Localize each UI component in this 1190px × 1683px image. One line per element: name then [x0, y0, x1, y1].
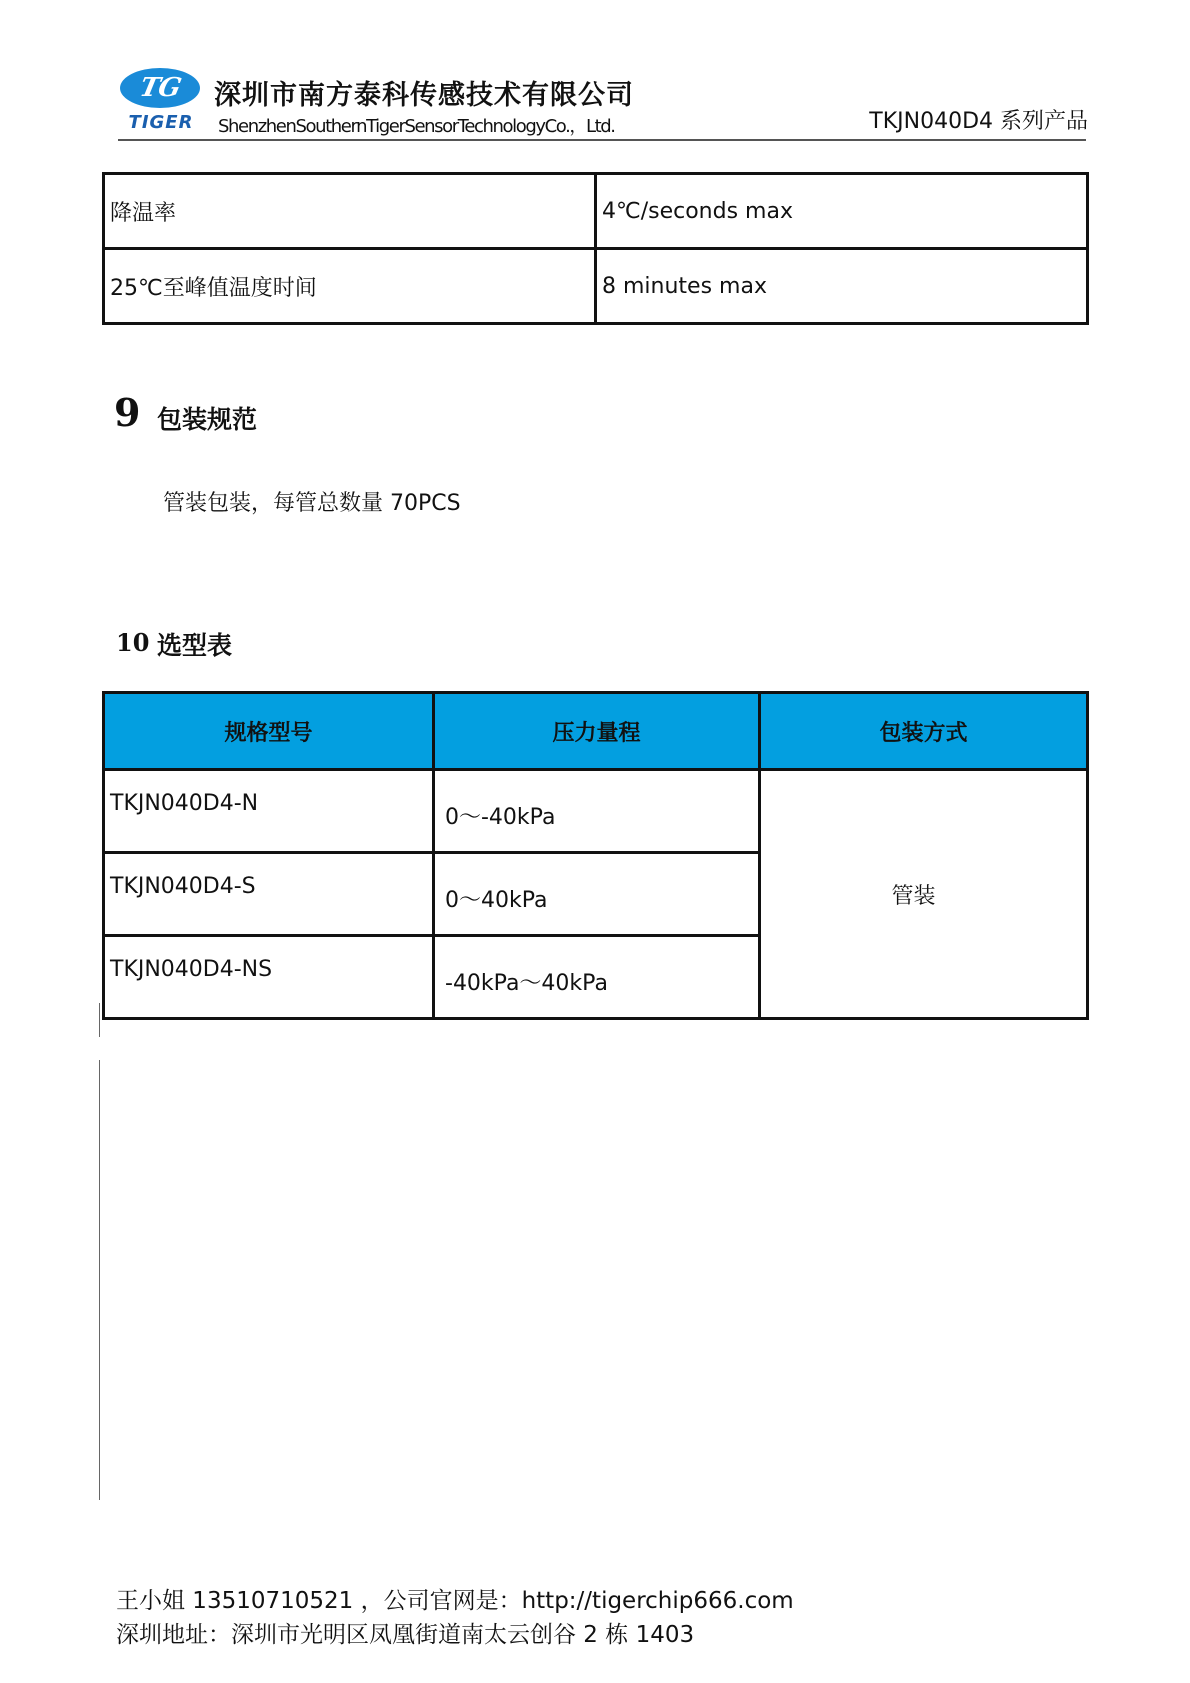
range-cell: -40kPa～40kPa [434, 936, 760, 1019]
packaging-cell: 管装 [760, 770, 1088, 1019]
range-cell: 0～-40kPa [434, 770, 760, 853]
logo-tiger-text: TIGER [128, 112, 194, 133]
section-10-title: 选型表 [157, 631, 233, 660]
footer-address: 深圳地址：深圳市光明区凤凰街道南太云创谷 2 栋 1403 [116, 1622, 695, 1648]
param-cell: 25℃至峰值温度时间 [104, 249, 596, 324]
company-name-cn: 深圳市南方泰科传感技术有限公司 [214, 80, 634, 111]
value-cell: 4℃/seconds max [596, 174, 1088, 249]
model-cell: TKJN040D4-N [104, 770, 434, 853]
header-packaging: 包装方式 [760, 693, 1088, 770]
model-cell: TKJN040D4-S [104, 853, 434, 936]
margin-line [99, 1060, 100, 1500]
value-cell: 8 minutes max [596, 249, 1088, 324]
table-row [104, 770, 1088, 853]
footer-contact: 王小姐 13510710521 ，公司官网是：http://tigerchip666.com [116, 1588, 794, 1614]
company-name-en: ShenzhenSouthernTigerSensorTechnologyCo.，Ltd. [218, 116, 615, 137]
param-cell: 降温率 [104, 174, 596, 249]
table-header-row [104, 693, 1088, 770]
section-9-number: 9 [114, 390, 141, 435]
margin-line [99, 1003, 100, 1037]
header-range: 压力量程 [434, 693, 760, 770]
product-series: TKJN040D4 系列产品 [869, 109, 1088, 134]
company-logo [118, 68, 204, 138]
reflow-table [102, 172, 1089, 325]
header-model: 规格型号 [104, 693, 434, 770]
table-row [104, 249, 1088, 324]
range-cell: 0～40kPa [434, 853, 760, 936]
selection-table [102, 691, 1089, 1020]
packaging-description: 管装包装，每管总数量 70PCS [163, 491, 461, 516]
header-divider [118, 139, 1086, 141]
table-row [104, 174, 1088, 249]
model-cell: TKJN040D4-NS [104, 936, 434, 1019]
section-9-title: 包装规范 [157, 405, 258, 434]
logo-tg-text: TG [137, 73, 183, 103]
section-10-number: 10 [116, 628, 150, 657]
